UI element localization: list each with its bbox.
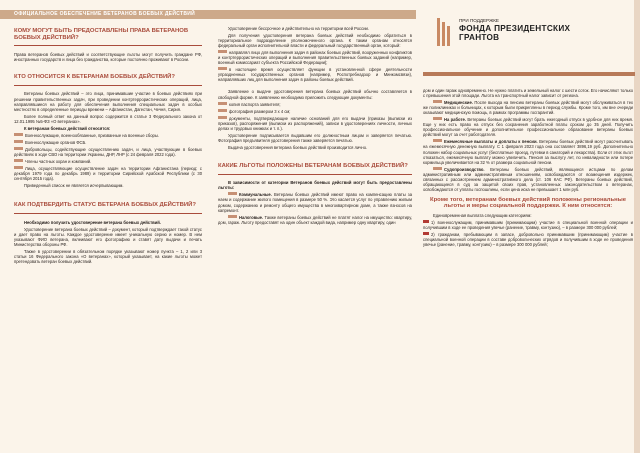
bullet-marker-icon <box>218 109 227 112</box>
issue-text: Выдача удостоверения ветерана боевых действий производится лично. <box>228 144 368 150</box>
accent-band <box>423 72 635 76</box>
law-reference: Более полный ответ на данный вопрос содержится в статье 3 Федерального закона от 12.01.1995 №5-ФЗ «О ветеранах». <box>14 113 202 124</box>
bullet-marker-icon <box>433 117 442 120</box>
certificate-article: Также в удостоверении в обязательном порядке указывают номер пункта – 1, 2 или 3 статьи 16 Федерального закона «О ветеранах», который указывает, на какие льготы может претендовать ветеран боевых действий. <box>14 248 202 264</box>
bullet-marker-icon <box>218 67 227 70</box>
list-item: 1) военнослужащим, принимавшим (принимающим) участие в специальной военной операции и получившим в ходе ее проведения увечье (ранение, травму, контузию), – в размере 300 000 рублей; <box>423 220 633 231</box>
benefit-work: На работе. Ветераны боевых действий могут брать ежегодный отпуск в удобное для них время. Еще у них есть право на отпуск без сохранения заработной платы сроком до 35 дней. Получить профессиональное обучение и дополнительное профессиональное образование ветераны боевых действий могут за счет работодателя. <box>423 117 633 138</box>
bullet-marker-icon <box>14 159 23 162</box>
question-3-title: КАК ПОДТВЕРДИТЬ СТАТУС ВЕТЕРАНА БОЕВЫХ ДЕЙСТВИЙ? <box>14 202 196 209</box>
bullet-marker-icon <box>14 147 23 150</box>
bullet-marker-icon <box>218 102 227 105</box>
question-4-title: КАКИЕ ЛЬГОТЫ ПОЛОЖЕНЫ ВЕТЕРАНАМ БОЕВЫХ ДЕЙСТВИЙ? <box>218 162 408 169</box>
column-2 <box>218 26 412 227</box>
application-text: Для получения удостоверения ветерана боевых действий необходимо обратиться в территориальное подразделение уполномоченного органа. К таким органам относятся федеральный орган исполнительной власти и федеральный государственный орган, который: <box>218 33 412 49</box>
logo-line-2: ФОНДА ПРЕЗИДЕНТСКИХ ГРАНТОВ <box>459 24 571 42</box>
bullet-marker-icon <box>228 215 237 218</box>
list-note: Приведенный список не является исчерпывающим. <box>24 183 124 189</box>
question-1-text: Права ветеранов боевых действий и соответствующие льготы могут получить граждане РФ, иностранных государств и лица без гражданства, которые постоянно проживают в России. <box>14 51 202 63</box>
certificate-description: Удостоверение ветерана боевых действий – документ, который подтверждает такой статус и дает право на льготы. Каждое удостоверение имеет уникальную серию и номер. В нем указывают ФИО ветерана, вклеивают его фотографию и ставят дату выдачи и печать Министерства обороны РФ. <box>14 226 202 247</box>
tax-continuation: дом и один гараж одновременно. Не нужно платить и земельный налог с шести соток. Его начисляют только с превышения этой площади. Льгота на транспортный налог зависит от региона. <box>423 88 633 99</box>
right-edge-band <box>634 0 640 453</box>
regional-benefits-title: Кроме того, ветеранам боевых действий положены региональные льготы и меры социальной поддержки. К ним относятся: <box>429 196 627 210</box>
benefit-medical: Медицинские. После выхода на пенсию ветераны боевых действий могут обслуживаться в тех же поликлиниках и больницах, к которым были прикреплены в период службы. Кроме того, им вне очереди оказывают медицинскую помощь, в рамках программы госгарантий. <box>423 100 633 116</box>
signature-text: Удостоверение подписывается выдавшим его должностным лицом и заверяется печатью. Фотография предъявителя удостоверения также заверяется печатью. <box>218 132 412 143</box>
veterans-definition: Ветераны боевых действий – это лица, принимавшие участие в боевых действиях при решении правительственных задач, при проведении контртеррористических операций, лица, направлявшиеся на работу для обеспечения выполнения специальных задач в особых местностях в определенные периоды времени – Афганистан, Дагестан, Чечня, Сирия. <box>14 91 202 112</box>
header-bar-text: ОФИЦИАЛЬНОЕ ОБЕСПЕЧЕНИЕ ВЕТЕРАНОВ БОЕВЫХ ДЕЙСТВИЙ <box>14 11 196 17</box>
bullet-marker-icon <box>14 140 23 143</box>
presidential-grants-logo-icon <box>437 18 453 46</box>
benefit-tax: Налоговые. Также ветераны боевых действий не платят налог на имущество: квартиру, дом, гараж. Льготу предоставят на один объект каждой вида, например одну квартиру, один <box>218 214 412 225</box>
question-1-title: КОМУ МОГУТ БЫТЬ ПРЕДОСТАВЛЕНЫ ПРАВА ВЕТЕРАНОВ БОЕВЫХ ДЕЙСТВИЙ? <box>14 28 189 41</box>
bullet-marker-icon <box>218 50 227 53</box>
list-item: 2) гражданам, пребывающим в запасе, добровольно принимавшим (принимающим) участие в специальной военной операции в составе добровольческих отрядов и получившим в ходе ее проведения увечье (ранение, травму, контузию) – в размере 300 000 рублей; <box>423 232 633 248</box>
logo-line-1: ПРИ ПОДДЕРЖКЕ <box>459 18 499 23</box>
list-item: Добровольцы, содействующие осуществлению задач, и лица, участвующие в боевых действиях в ходе СВО на территории Украины, ДНР, ЛНР (с 24 февраля 2022 года). <box>14 146 202 157</box>
bullet-marker-icon <box>228 192 237 195</box>
documents-intro: Заявление о выдаче удостоверения ветерана боевых действий обычно составляется в свободной форме. К заявлению необходимо приложить следующие документы: <box>218 89 412 100</box>
list-item: фотография размером 3 x 4 см; <box>218 109 412 114</box>
bullet-marker-icon <box>433 167 442 170</box>
list-item: Военнослужащие органов ФСБ. <box>14 140 202 145</box>
list-item: в настоящее время осуществляет функции в установленной сфере деятельности упраздненных государственных органов (например, Роспотребнадзор и Минкомсвязи), направлявших лиц для выполнения задач в районы боевых действий. <box>218 67 412 83</box>
list-item: Лица, осуществляющие осуществление задач на территории Афганистана (период: с декабря 1979 года по декабрь 1989) и территории Сирийской Арабской Республики (с 30 сентября 2015 года). <box>14 166 202 182</box>
question-2-title: КТО ОТНОСИТСЯ К ВЕТЕРАНАМ БОЕВЫХ ДЕЙСТВИЙ? <box>14 74 176 81</box>
bullet-marker-icon <box>14 166 23 169</box>
divider <box>14 213 202 214</box>
divider <box>14 45 202 46</box>
grants-fund-logo <box>423 12 633 72</box>
benefit-court: Судопроизводство. Ветераны боевых действий, являющиеся истцами по делам административным или административным отношениям, освобождаются от возмещения издержек, связанных с рассмотрением административного дела (ст. 106 КАС РФ). Ветераны боевых действий, обращающиеся в суд за защитой своих прав, установленных законодательством о ветеранах, освобождаются от уплаты госпошлины, если цена иска не превышает 1 млн руб. <box>423 166 633 192</box>
benefit-utilities: Коммунальные. Ветераны боевых действий имеют право на компенсацию платы за наем и содержание жилого помещения в размере 50 %. Это касается услуг по управлению жилым домом, содержанию и ремонту общего имущества в многоквартирном доме, а также взносов на капремонт. <box>218 192 412 213</box>
column-3 <box>423 88 633 249</box>
list-item: документы, подтверждающие наличие оснований для его выдачи (приказы (выписки из приказов), распоряжения (выписки из распоряжений), записи в удостоверениях личности, личных делах и трудовых книжках и т. п.). <box>218 115 412 131</box>
benefit-payments: Ежемесячные выплаты и доплаты к пенсии. Ветераны боевых действий могут рассчитывать на ежемесячную денежную выплату. С 1 февраля 2023 года она составляет 3896,19 руб. Дополнительно положен набор социальных услуг (бесплатные проезд, путевки в санаторий и лекарства). Если от этих льгот отказаться, ежемесячную выплату можно увеличить. Пенсия за выслугу лет, по инвалидности или потере кормильца увеличивается на 32 % от размера социальной пенсии. <box>423 139 634 165</box>
one-time-payment-intro: Единовременная выплата следующим категориям: <box>433 213 532 219</box>
list-item: копия паспорта заявителя; <box>218 102 412 107</box>
header-bar <box>0 10 416 19</box>
list-item: Члены частных охран и компаний. <box>14 159 202 164</box>
bullet-marker-icon <box>14 133 23 136</box>
benefits-lead: В зависимости от категории Ветеранов боевых действий могут быть предоставлены льготы: <box>218 180 412 191</box>
list-item: направлял лицо для выполнения задач в районах боевых действий, вооруженных конфликтов и контртеррористических операций и выполнения правительственных боевых заданий (например, военный комиссариат субъекта Российской Федерации); <box>218 50 412 66</box>
validity-text: Удостоверение бессрочное и действительно на территории всей России. <box>228 26 369 31</box>
certificate-lead: Необходимо получить удостоверение ветерана боевых действий. <box>24 219 161 225</box>
bullet-marker-icon <box>433 100 442 103</box>
bullet-marker-icon <box>433 139 442 142</box>
column-1 <box>14 26 202 266</box>
veterans-list-heading: К ветеранам боевых действий относятся: <box>24 125 111 131</box>
bullet-marker-icon <box>218 116 227 119</box>
divider <box>218 174 412 175</box>
bullet-marker-icon <box>423 220 429 223</box>
list-item: Военнослужащие, военнообязанные, призванные на военные сборы. <box>14 133 202 138</box>
bullet-marker-icon <box>423 232 429 235</box>
divider <box>14 85 202 86</box>
